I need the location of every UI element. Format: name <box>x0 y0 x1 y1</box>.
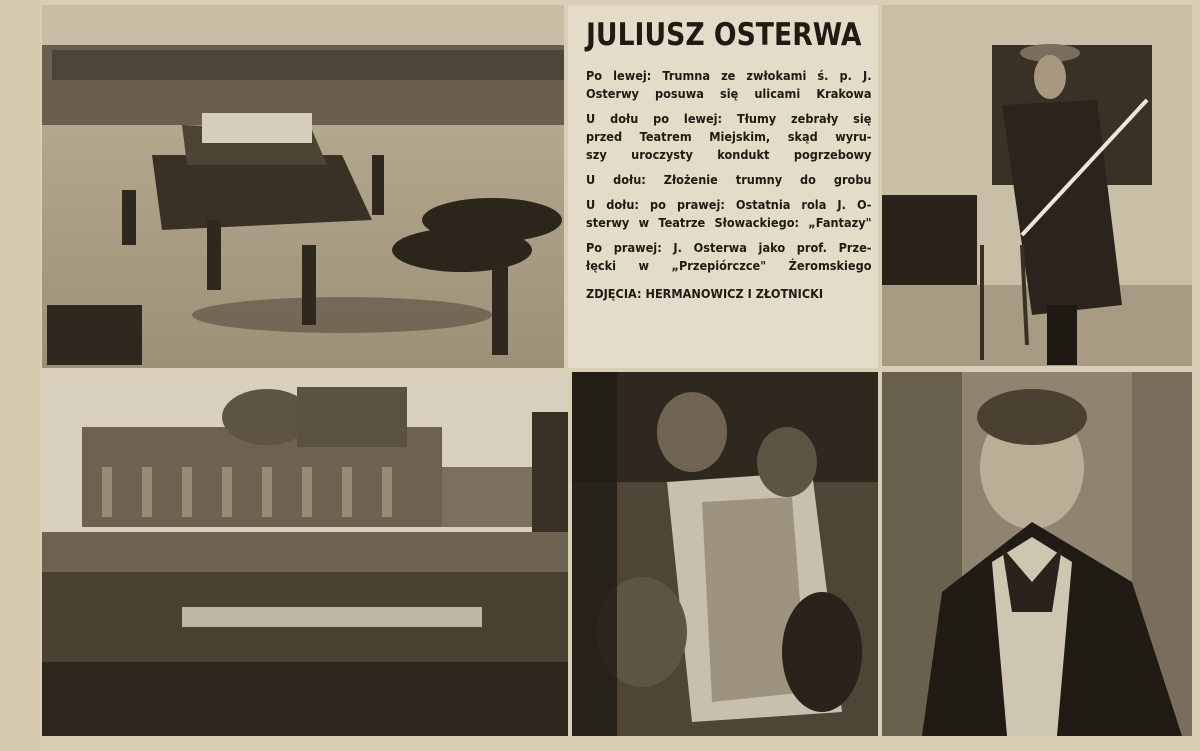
caption-line: U dołu: Złożenie trumny do grobu <box>586 173 872 187</box>
caption-crowd <box>586 110 872 164</box>
caption-line: Po lewej: Trumna ze zwłokami ś. p. J. <box>586 69 872 83</box>
caption-line: sterwy w Teatrze Słowackiego: „Fantazy" <box>586 216 872 230</box>
caption-line: Po prawej: J. Osterwa jako prof. Prze- <box>586 241 872 255</box>
caption-coffin <box>586 67 872 103</box>
photo-crowd-before-theatre <box>42 372 568 736</box>
caption-fantazy <box>586 196 872 232</box>
text-panel <box>568 5 878 368</box>
caption-burial <box>586 171 872 189</box>
caption-line: łęcki w „Przepiórczce" Żeromskiego <box>586 259 872 273</box>
photo-credits: ZDJĘCIA: HERMANOWICZ I ZŁOTNICKI <box>586 287 824 301</box>
page-margin <box>0 0 40 751</box>
photo-coffin-into-grave <box>572 372 878 736</box>
photo-osterwa-in-fantazy <box>882 372 1192 736</box>
caption-line: Osterwy posuwa się ulicami Krakowa <box>586 87 872 101</box>
caption-professor <box>586 239 872 275</box>
photo-coffin-procession <box>42 5 564 368</box>
photo-osterwa-as-professor <box>882 5 1192 366</box>
caption-line: U dołu po lewej: Tłumy zebrały się <box>586 112 872 126</box>
article-headline: JULIUSZ OSTERWA <box>586 17 862 53</box>
caption-line: szy uroczysty kondukt pogrzebowy <box>586 148 872 162</box>
caption-line: przed Teatrem Miejskim, skąd wyru- <box>586 130 872 144</box>
caption-line: U dołu: po prawej: Ostatnia rola J. O- <box>586 198 872 212</box>
